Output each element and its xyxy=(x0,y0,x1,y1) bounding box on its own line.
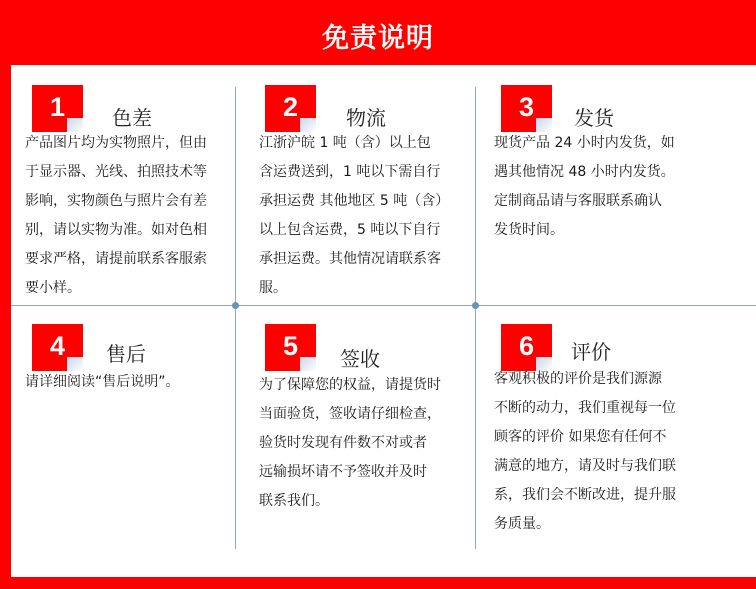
section-heading: 售后 xyxy=(106,342,146,366)
section-heading: 发货 xyxy=(574,106,614,130)
section-number-badge xyxy=(32,324,83,371)
section-heading: 评价 xyxy=(571,340,611,364)
section-number: 1 xyxy=(49,92,66,122)
section-heading: 物流 xyxy=(346,106,386,130)
content-panel xyxy=(11,65,756,577)
page-title: 免责说明 xyxy=(322,23,434,54)
grid-node-left xyxy=(232,302,239,309)
section-number: 5 xyxy=(282,331,299,361)
section-heading: 色差 xyxy=(112,106,152,130)
section-body: 江浙沪皖 1 吨（含）以上包 含运费送到，1 吨以下需自行 承担运费 其他地区 5 吨（含） 以上包含运费，5 吨以下自行 承担运费。其他情况请联系客 服。 xyxy=(259,135,450,296)
section-number: 3 xyxy=(518,92,535,122)
section-number-badge xyxy=(32,85,83,132)
section-body: 产品图片均为实物照片，但由 于显示器、光线、拍照技术等 影响，实物颜色与照片会有差 别，请以实物为准。如对色相 要求严格，请提前联系客服索 要小样。 xyxy=(25,135,207,296)
section-number-badge xyxy=(501,324,552,371)
section-body: 客观积极的评价是我们源源 不断的动力，我们重视每一位 顾客的评价 如果您有任何不 满意的地方，请及时与我们联 系，我们会不断改进，提升服 务质量。 xyxy=(494,371,676,532)
section-number-badge xyxy=(265,85,316,132)
grid-node-right xyxy=(472,302,479,309)
section-heading: 签收 xyxy=(340,347,380,371)
section-body: 为了保障您的权益，请提货时 当面验货，签收请仔细检查， 验货时发现有件数不对或者 远输损坏请不予签收并及时 联系我们。 xyxy=(259,377,441,509)
section-body: 现货产品 24 小时内发货，如 遇其他情况 48 小时内发货。 定制商品请与客服联系确认 发货时间。 xyxy=(494,135,675,238)
badge-corner-decoration xyxy=(300,357,316,371)
divider-horizontal xyxy=(11,305,756,306)
divider-vertical-right xyxy=(475,87,476,549)
section-number: 6 xyxy=(518,331,535,361)
section-number: 4 xyxy=(49,331,66,361)
section-number: 2 xyxy=(282,92,299,122)
section-number-badge xyxy=(265,324,316,371)
section-number-badge xyxy=(501,85,552,132)
section-body: 请详细阅读“售后说明”。 xyxy=(25,374,180,390)
